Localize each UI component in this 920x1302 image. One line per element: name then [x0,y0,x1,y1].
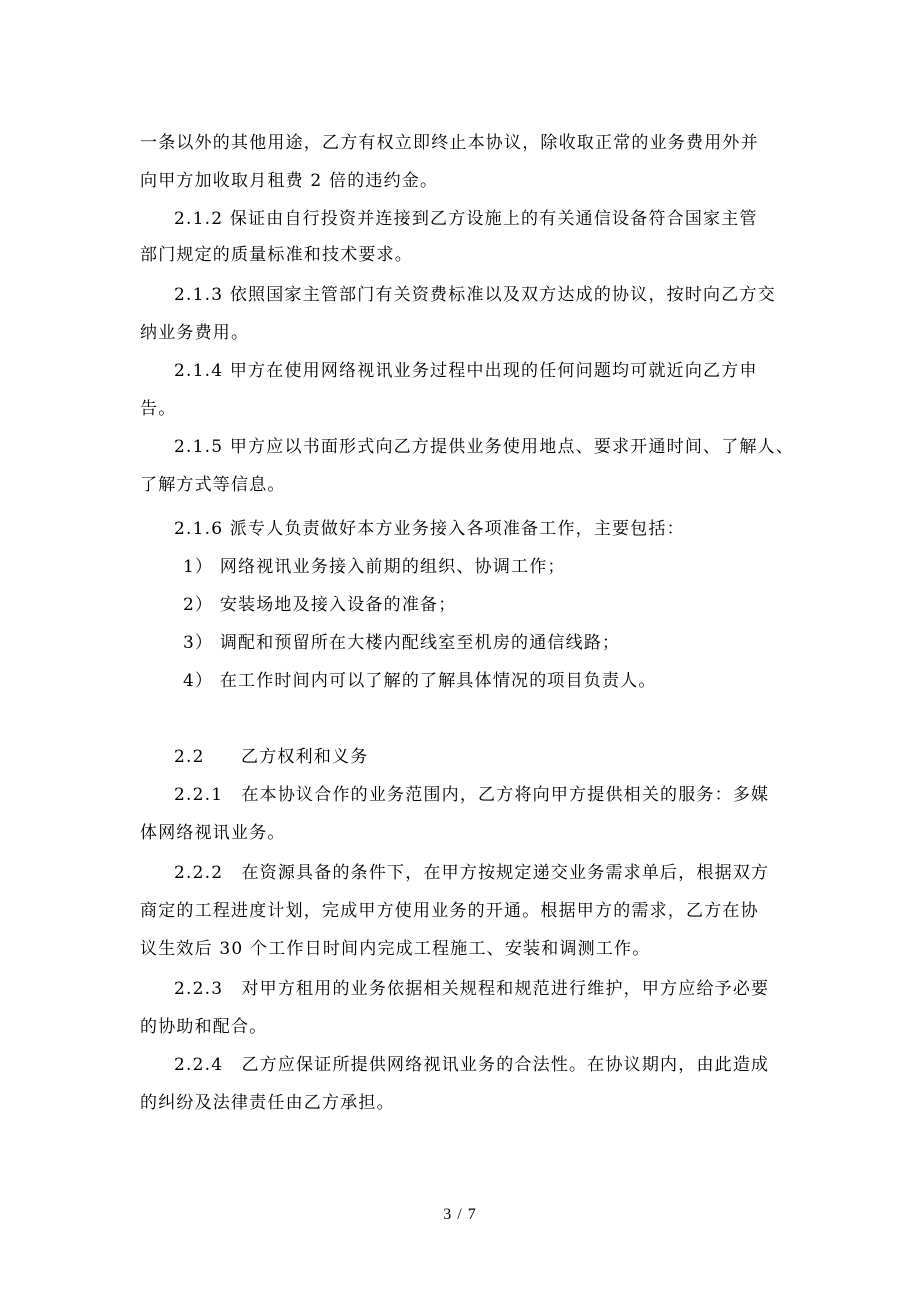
text-line: 2.1.5 甲方应以书面形式向乙方提供业务使用地点、要求开通时间、了解人、 [174,437,795,457]
text-line: 2.1.4 甲方在使用网络视讯业务过程中出现的任何问题均可就近向乙方申 [174,361,758,381]
text-line: 体网络视讯业务。 [140,823,286,843]
text-line: 一条以外的其他用途，乙方有权立即终止本协议，除收取正常的业务费用外并 [140,133,759,153]
text-line: 2.2.3 对甲方租用的业务依据相关规程和规范进行维护，甲方应给予必要 [174,979,770,999]
text-line: 的协助和配合。 [140,1017,268,1037]
text-line: 2.1.2 保证由自行投资并连接到乙方设施上的有关通信设备符合国家主管 [174,209,758,229]
text-line: 2.1.6 派专人负责做好本方业务接入各项准备工作，主要包括： [174,519,685,539]
text-line: 部门规定的质量标准和技术要求。 [140,245,413,265]
text-line: 2.2.4 乙方应保证所提供网络视讯业务的合法性。在协议期内，由此造成 [174,1055,770,1075]
list-item: 3） 调配和预留所在大楼内配线室至机房的通信线路； [183,633,621,653]
text-line: 告。 [140,399,177,419]
text-line: 议生效后 30 个工作日时间内完成工程施工、安装和调测工作。 [140,939,651,959]
page-number: 3 / 7 [443,1206,477,1223]
text-line: 的纠纷及法律责任由乙方承担。 [140,1093,395,1113]
list-item: 4） 在工作时间内可以了解的了解具体情况的项目负责人。 [183,671,657,691]
list-item: 1） 网络视讯业务接入前期的组织、协调工作； [183,557,566,577]
text-line: 了解方式等信息。 [140,475,286,495]
text-line: 纳业务费用。 [140,323,250,343]
section-heading: 2.2 乙方权利和义务 [174,747,369,767]
list-item: 2） 安装场地及接入设备的准备； [183,595,457,615]
text-line: 2.1.3 依照国家主管部门有关资费标准以及双方达成的协议，按时向乙方交 [174,285,776,305]
text-line: 2.2.1 在本协议合作的业务范围内，乙方将向甲方提供相关的服务：多媒 [174,785,770,805]
text-line: 向甲方加收取月租费 2 倍的违约金。 [140,171,439,191]
text-line: 商定的工程进度计划，完成甲方使用业务的开通。根据甲方的需求，乙方在协 [140,901,759,921]
text-line: 2.2.2 在资源具备的条件下，在甲方按规定递交业务需求单后，根据双方 [174,863,770,883]
